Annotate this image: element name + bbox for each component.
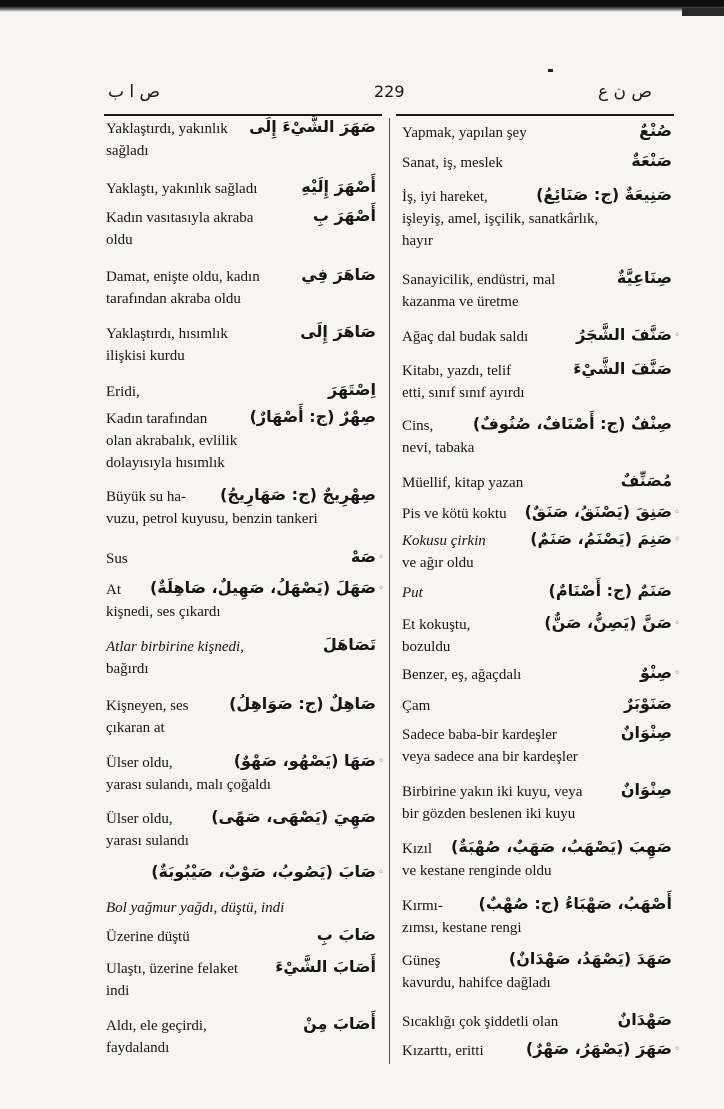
entry-marker: ◦ <box>378 867 384 878</box>
definition-line: oldu <box>106 232 133 248</box>
definition-line: çıkaran at <box>106 720 165 736</box>
definition-line: Ulaştı, üzerine felaket <box>106 961 239 977</box>
arabic-headword: صَنِيعَةٌ (ج: صَنَائِعُ) <box>536 185 672 204</box>
definition-line: indi <box>106 983 130 999</box>
definition-line: yarası sulandı <box>106 833 189 849</box>
definition-line: Kitabı, yazdı, telif <box>402 363 512 379</box>
definition-line: Aldı, ele geçirdi, <box>106 1018 207 1034</box>
definition-line: Sadece baba-bir kardeşler <box>402 727 557 743</box>
definition-line: Üzerine düştü <box>106 929 190 945</box>
definition-line: At <box>106 582 121 598</box>
arabic-headword: أَصْهَرَ إِلَيْهِ <box>301 177 376 196</box>
definition-line: işleyiş, amel, işçilik, sanatkârlık, <box>402 211 599 227</box>
arabic-headword: صِنْوٌ <box>639 663 672 682</box>
arabic-headword: صَهَرَ الشَّيْءَ إِلَى <box>249 117 376 136</box>
definition-line: Cins, <box>402 418 434 434</box>
definition-line: Bol yağmur yağdı, düştü, indi <box>106 900 285 916</box>
entry-marker: ◦ <box>674 534 680 545</box>
definition-line: zımsı, kestane rengi <box>402 920 522 936</box>
arabic-headword: صَنْعَةٌ <box>631 151 672 170</box>
arabic-headword: صَهَدَ (يَصْهَدُ، صَهْدَانٌ) <box>508 949 672 968</box>
column-divider <box>389 118 390 1064</box>
arabic-headword: صَهَا (يَصْهُو، صَهْوٌ) <box>233 751 376 770</box>
definition-line: Müellif, kitap yazan <box>402 475 524 491</box>
arabic-headword: صَهَرَ (يَصْهَرُ، صَهْرٌ) <box>525 1039 672 1058</box>
arabic-headword: صِنْفٌ (ج: أَصْنَافٌ، صُنُوفٌ) <box>472 414 672 433</box>
definition-line: tarafından akraba oldu <box>106 291 241 307</box>
definition-line: Yaklaştı, yakınlık sağladı <box>106 181 258 197</box>
definition-line: Yapmak, yapılan şey <box>402 125 527 141</box>
definition-line: Kızıl <box>402 841 432 857</box>
definition-line: Sanayicilik, endüstri, mal <box>402 272 556 288</box>
definition-line: ilişkisi kurdu <box>106 348 185 364</box>
definition-line: Birbirine yakın iki kuyu, veya <box>402 784 583 800</box>
arabic-headword: صَهَلَ (يَصْهَلُ، صَهِيلٌ، صَاهِلَةٌ) <box>149 578 376 597</box>
arabic-headword: صَنَّ (يَصِنُّ، صَنٌّ) <box>544 613 672 632</box>
definition-line: Pis ve kötü koktu <box>402 506 507 522</box>
definition-line: Eridi, <box>106 384 140 400</box>
definition-line: Yaklaştırdı, hısımlık <box>106 326 228 342</box>
definition-line: Kokusu çirkin <box>402 533 486 549</box>
definition-line: Ülser oldu, <box>106 811 173 827</box>
arabic-headword: صَهِيَ (يَصْهَى، صَهًى) <box>211 807 376 826</box>
page-header <box>0 82 724 108</box>
page-number: 229 <box>374 82 405 101</box>
entry-marker: ◦ <box>674 330 680 341</box>
definition-line: sağladı <box>106 143 149 159</box>
definition-line: Kadın vasıtasıyla akraba <box>106 210 254 226</box>
definition-line: Çam <box>402 698 431 714</box>
arabic-headword: مُصَنِّفٌ <box>620 471 672 490</box>
arabic-headword: صَهْدَانٌ <box>617 1010 672 1029</box>
arabic-headword: صِهْرٌ (ج: أَصْهَارٌ) <box>249 407 376 426</box>
arabic-headword: صَاهَرَ فِي <box>301 265 376 284</box>
definition-line: Sus <box>106 551 128 567</box>
arabic-headword: أَصْهَرَ بِ <box>312 206 376 225</box>
definition-line: Güneş <box>402 953 441 969</box>
definition-line: faydalandı <box>106 1040 170 1056</box>
definition-line: Put <box>402 585 423 601</box>
definition-line: vuzu, petrol kuyusu, benzin tankeri <box>106 511 318 527</box>
arabic-headword: صَهْ <box>350 547 376 566</box>
definition-line: nevi, tabaka <box>402 440 475 456</box>
definition-line: etti, sınıf sınıf ayırdı <box>402 385 525 401</box>
arabic-headword: صَنَوْبَرٌ <box>624 694 672 713</box>
scan-top-edge <box>0 0 724 12</box>
definition-line: Ağaç dal budak saldı <box>402 329 529 345</box>
definition-line: Et kokuştu, <box>402 617 471 633</box>
arabic-headword: أَصَابَ مِنْ <box>303 1014 376 1033</box>
entry-marker: ◦ <box>378 756 384 767</box>
definition-line: ve kestane renginde oldu <box>402 863 552 879</box>
definition-line: Kızarttı, eritti <box>402 1043 484 1059</box>
definition-line: Sanat, iş, meslek <box>402 155 503 171</box>
definition-line: veya sadece ana bir kardeşler <box>402 749 578 765</box>
entry-marker: ◦ <box>378 583 384 594</box>
arabic-headword: صِنْوَانٌ <box>620 780 672 799</box>
entry-marker: ◦ <box>674 507 680 518</box>
definition-line: Kadın tarafından <box>106 411 208 427</box>
arabic-headword: أَصَابَ الشَّيْءَ <box>275 957 376 976</box>
arabic-headword: تَصَاهَلَ <box>322 635 376 654</box>
arabic-headword: أَصْهَبُ، صَهْبَاءُ (ج: صُهْبٌ) <box>478 894 672 913</box>
definition-line: dolayısıyla hısımlık <box>106 455 225 471</box>
definition-line: bozuldu <box>402 639 451 655</box>
arabic-headword: صَاهِلٌ (ج: صَوَاهِلُ) <box>229 694 376 713</box>
arabic-headword: صِنَاعِيَّةٌ <box>616 268 672 287</box>
definition-line: ve ağır oldu <box>402 555 474 571</box>
definition-line: bir gözden beslenen iki kuyu <box>402 806 576 822</box>
scan-speck <box>548 69 553 72</box>
arabic-headword: صِهْرِيجٌ (ج: صَهَارِيجُ) <box>220 485 376 504</box>
arabic-headword: صِنْوَانٌ <box>620 723 672 742</box>
definition-line: Atlar birbirine kişnedi, <box>106 639 244 655</box>
definition-line: Ülser oldu, <box>106 755 173 771</box>
entry-marker: ◦ <box>378 552 384 563</box>
definition-line: Damat, enişte oldu, kadın <box>106 269 260 285</box>
entry-marker: ◦ <box>674 668 680 679</box>
definition-line: Büyük su ha- <box>106 489 186 505</box>
definition-line: olan akrabalık, evlilik <box>106 433 238 449</box>
header-left-letters: ص ا ب <box>108 82 161 102</box>
arabic-headword: اِصْتَهَرَ <box>328 380 376 399</box>
definition-line: İş, iyi hareket, <box>402 189 488 205</box>
definition-line: Kırmı- <box>402 898 443 914</box>
definition-line: kişnedi, ses çıkardı <box>106 604 221 620</box>
arabic-headword: صَنَّفَ الشَّيْءَ <box>573 359 672 378</box>
arabic-headword: صَنَّفَ الشَّجَرُ <box>576 325 672 344</box>
definition-line: Sıcaklığı çok şiddetli olan <box>402 1014 559 1030</box>
arabic-headword: صَنَمٌ (ج: أَصْنَامٌ) <box>548 581 672 600</box>
definition-line: yarası sulandı, malı çoğaldı <box>106 777 271 793</box>
arabic-headword: صَنِقَ (يَصْنَقُ، صَنَقٌ) <box>524 502 672 521</box>
arabic-headword: صُنْعٌ <box>639 121 672 140</box>
definition-line: hayır <box>402 233 433 249</box>
definition-line: bağırdı <box>106 661 149 677</box>
arabic-headword: صَنِمَ (يَصْنَمُ، صَنَمٌ) <box>530 529 672 548</box>
arabic-headword: صَاهَرَ إِلَى <box>300 322 376 341</box>
header-rule-right <box>396 114 674 116</box>
arabic-headword: صَابَ بِ <box>316 925 376 944</box>
arabic-headword: صَابَ (يَصُوبُ، صَوْبٌ، صَيْبُوبَةٌ) <box>151 862 376 881</box>
header-right-letters: ص ن ع <box>598 82 652 102</box>
definition-line: Yaklaştırdı, yakınlık <box>106 121 228 137</box>
entry-marker: ◦ <box>674 618 680 629</box>
definition-line: kavurdu, hahifce dağladı <box>402 975 551 991</box>
scan-top-edge-corner <box>682 8 724 16</box>
definition-line: Benzer, eş, ağaçdalı <box>402 667 522 683</box>
arabic-headword: صَهِبَ (يَصْهَبُ، صَهَبٌ، صُهْبَةٌ) <box>451 837 672 856</box>
definition-line: kazanma ve üretme <box>402 294 519 310</box>
header-rule-left <box>104 114 382 116</box>
definition-line: Kişneyen, ses <box>106 698 189 714</box>
entry-marker: ◦ <box>674 1044 680 1055</box>
